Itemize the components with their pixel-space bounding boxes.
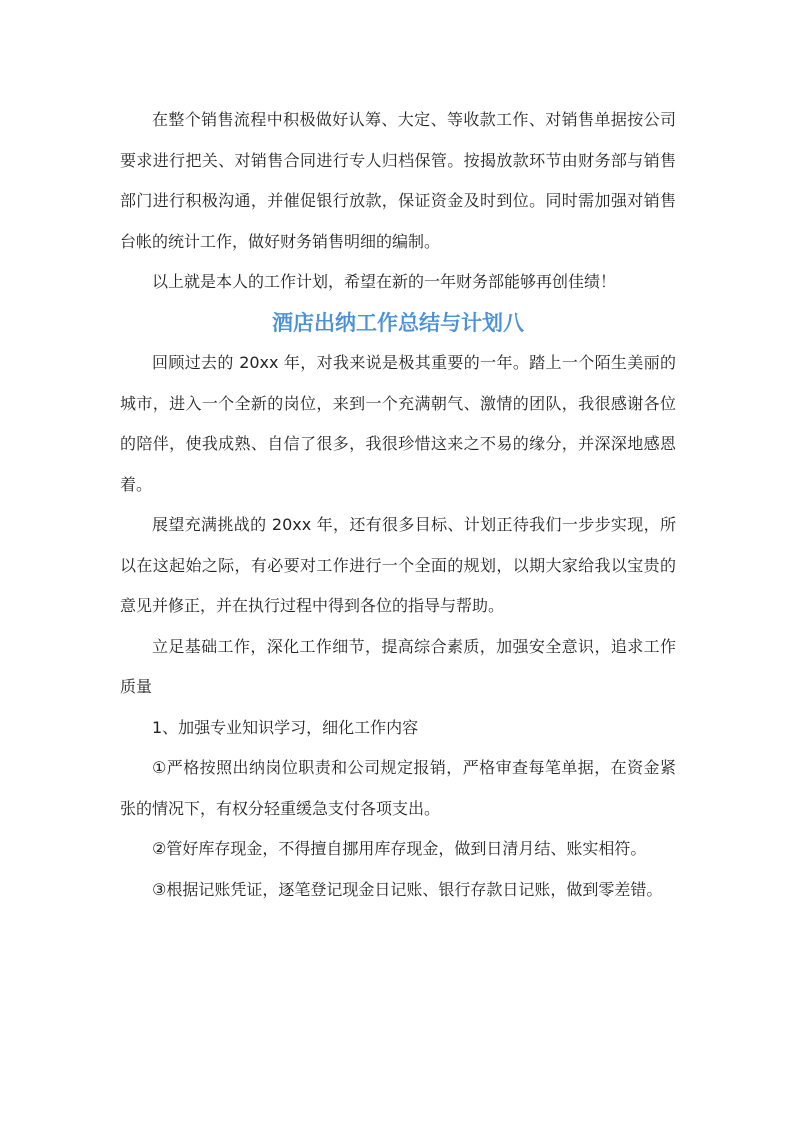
list-subitem-2: ②管好库存现金，不得擅自挪用库存现金，做到日清月结、账实相符。 [152, 839, 647, 858]
list-item-1: 1、加强专业知识学习，细化工作内容 [152, 717, 419, 737]
document-body [120, 100, 676, 910]
paragraph-review: 回顾过去的 20xx 年，对我来说是极其重要的一年。踏上一个陌生美丽的城市，进入一个全新的岗位，来到一个充满朝气、激情的团队，我很感谢各位的陪伴，使我成熟、自信了很多，我很珍惜这来之不易的缘分，并深深地感恩着。 [120, 353, 676, 494]
list-subitem-1: ①严格按照出纳岗位职责和公司规定报销，严格审查每笔单据，在资金紧张的情况下，有权分轻重缓急支付各项支出。 [120, 758, 676, 818]
paragraph-foundation: 立足基础工作，深化工作细节，提高综合素质，加强安全意识，追求工作质量 [120, 636, 676, 696]
paragraph-outlook: 展望充满挑战的 20xx 年，还有很多目标、计划正待我们一步步实现，所以在这起始之际，有必要对工作进行一个全面的规划，以期大家给我以宝贵的意见并修正，并在执行过程中得到各位的指导与帮助。 [120, 515, 676, 615]
paragraph-sales-process: 在整个销售流程中积极做好认筹、大定、等收款工作、对销售单据按公司要求进行把关、对销售合同进行专人归档保管。按揭放款环节由财务部与销售部门进行积极沟通，并催促银行放款，保证资金及时到位。同时需加强对销售台帐的统计工作，做好财务销售明细的编制。 [120, 110, 676, 251]
paragraph-plan-closing: 以上就是本人的工作计划，希望在新的一年财务部能够再创佳绩！ [152, 272, 617, 291]
section-heading: 酒店出纳工作总结与计划八 [272, 310, 524, 335]
list-subitem-3: ③根据记账凭证，逐笔登记现金日记账、银行存款日记账，做到零差错。 [152, 879, 663, 899]
